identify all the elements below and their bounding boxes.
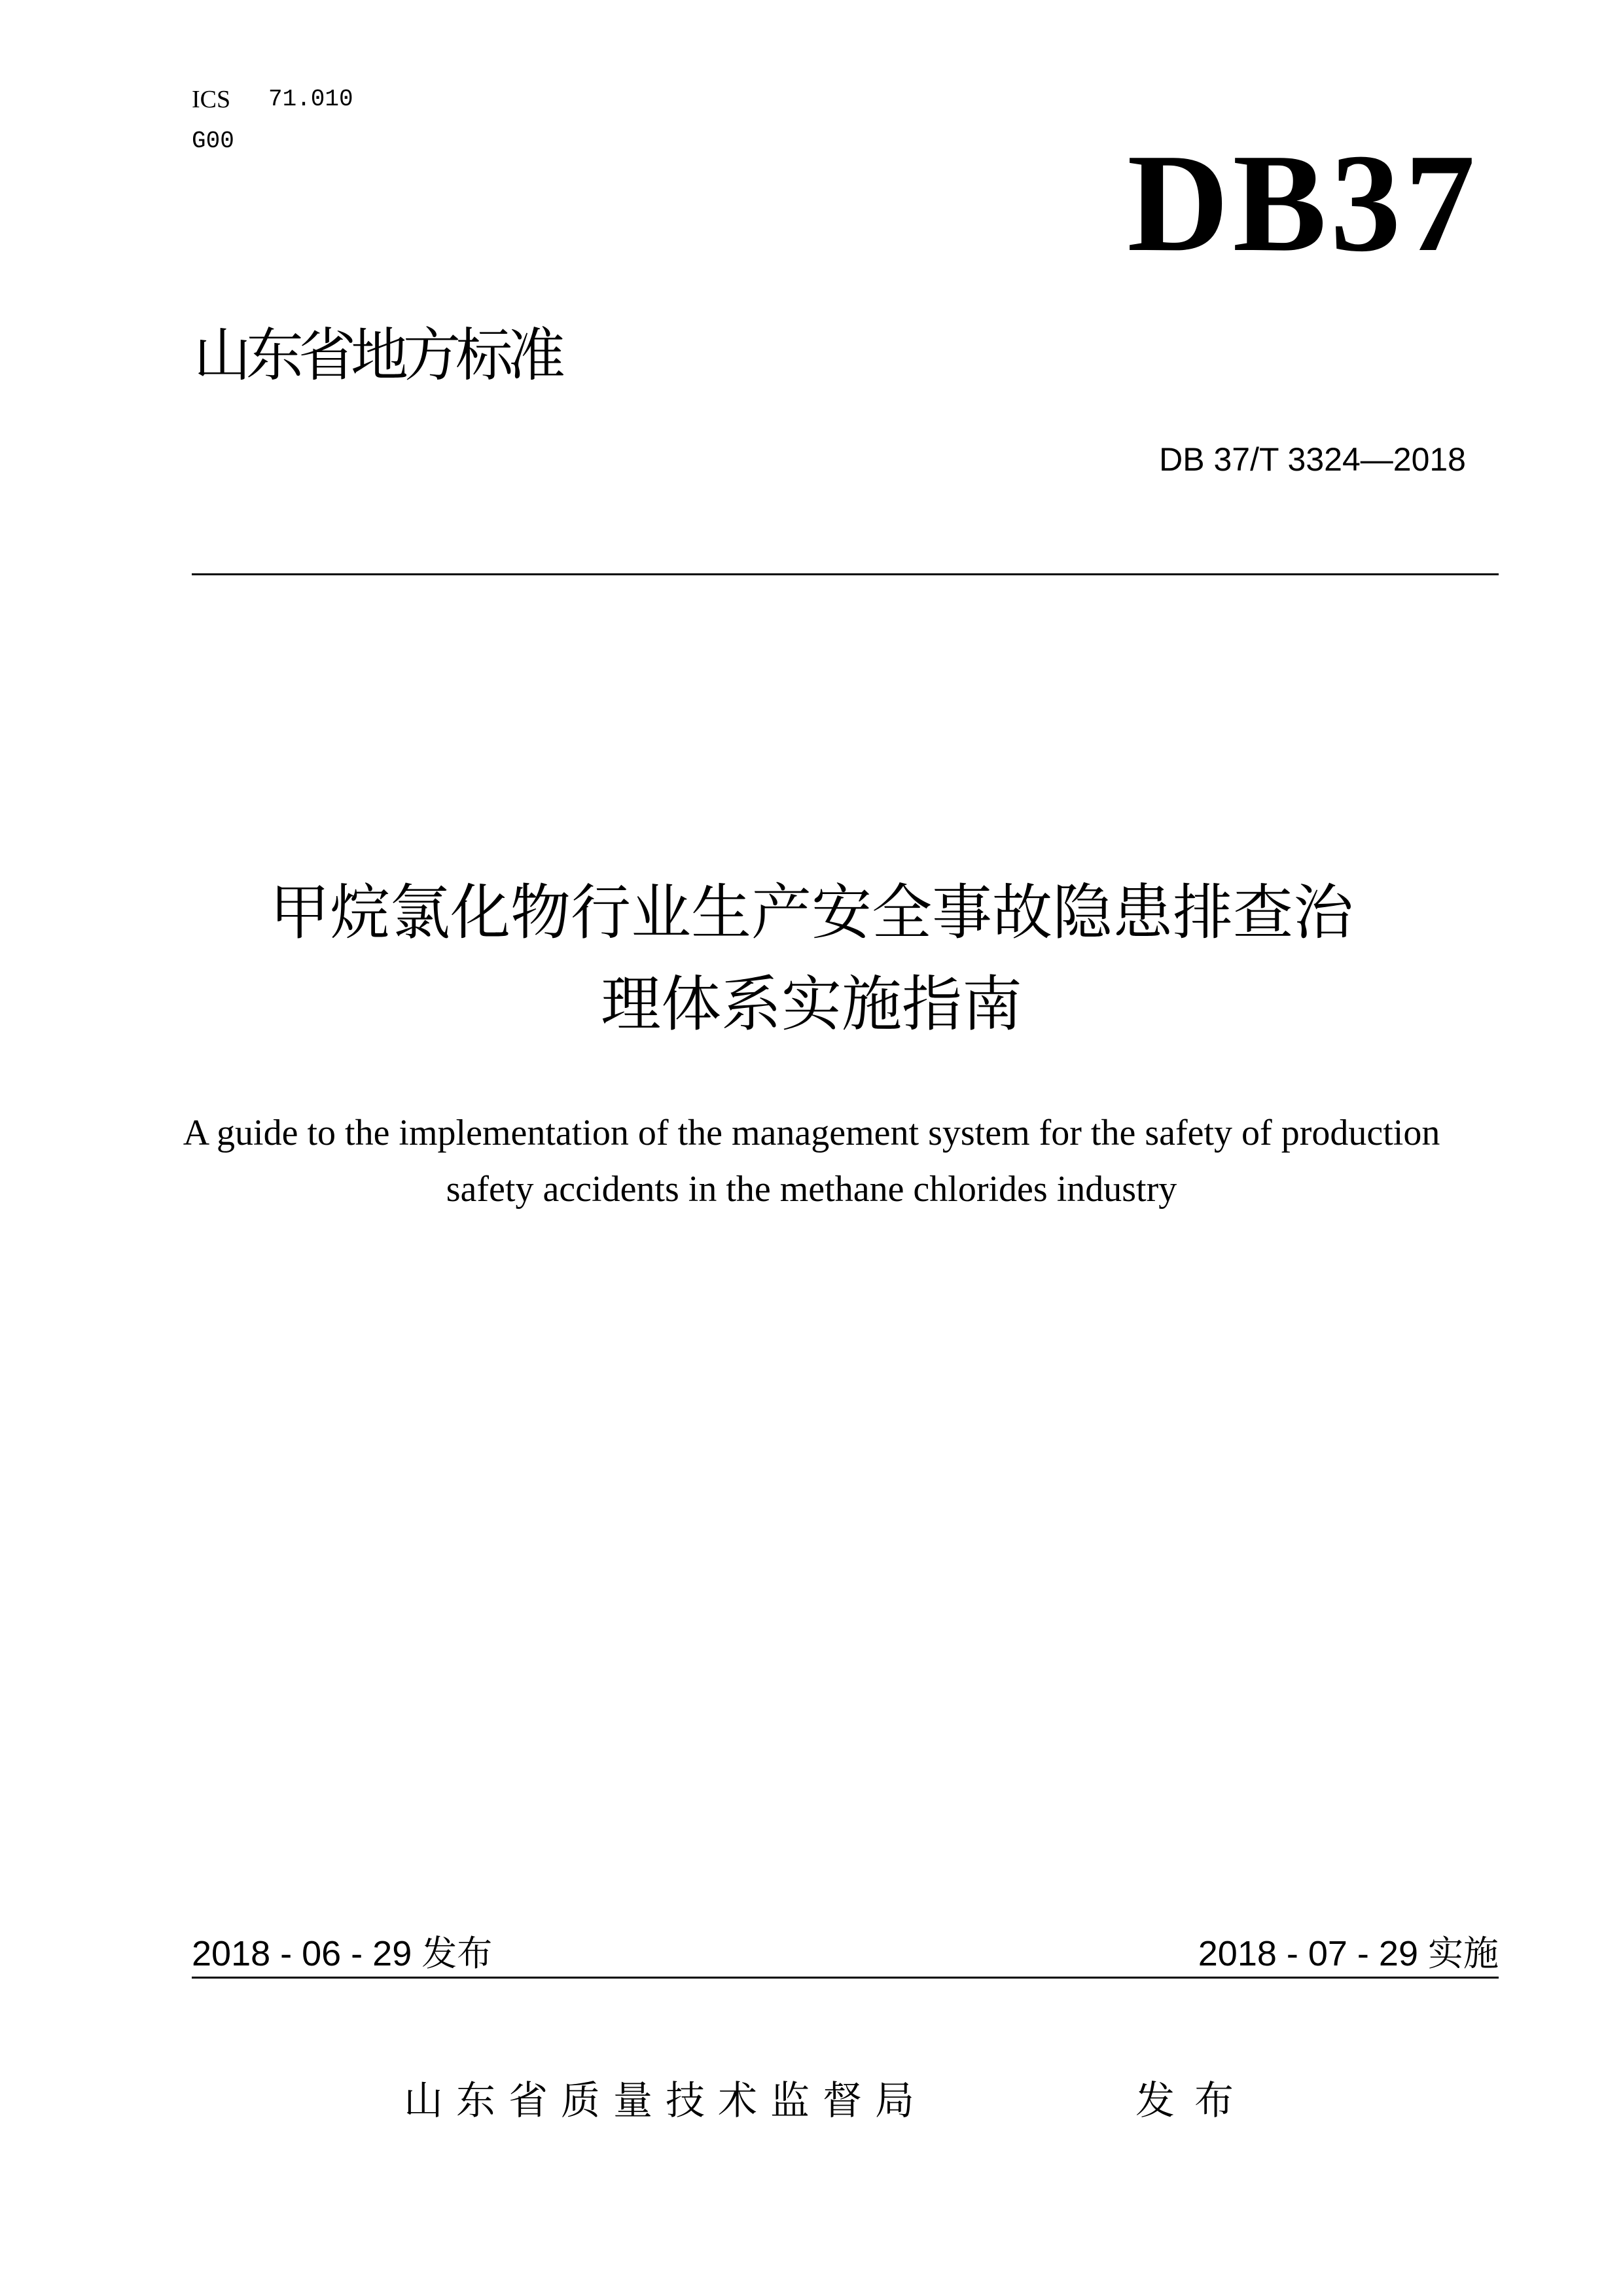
classification-code: G00 [192, 128, 234, 154]
title-english-line-1: A guide to the implementation of the management system for the safety of production [183, 1113, 1440, 1153]
title-chinese [105, 867, 1518, 1050]
standard-number: DB 37/T 3324—2018 [1159, 441, 1466, 478]
title-chinese-line-1: 甲烷氯化物行业生产安全事故隐患排查治 [269, 878, 1353, 948]
ics-label: ICS [192, 86, 231, 113]
publisher: 山东省质量技术监督局 [404, 2078, 927, 2124]
issue-date: 2018 - 06 - 29 发布 [192, 1934, 493, 1973]
bottom-divider [192, 1977, 1499, 1979]
db-mark: DB37 [1127, 124, 1479, 281]
publish-label: 发布 [1135, 2078, 1253, 2124]
top-divider [192, 573, 1499, 575]
ics-code: 71.010 [268, 86, 353, 113]
title-chinese-line-2: 理体系实施指南 [600, 969, 1022, 1039]
title-english-line-2: safety accidents in the methane chlorides industry [446, 1169, 1177, 1210]
standard-type: 山东省地方标准 [194, 321, 561, 389]
title-english [105, 1105, 1518, 1217]
implementation-date: 2018 - 07 - 29 实施 [1198, 1934, 1499, 1973]
